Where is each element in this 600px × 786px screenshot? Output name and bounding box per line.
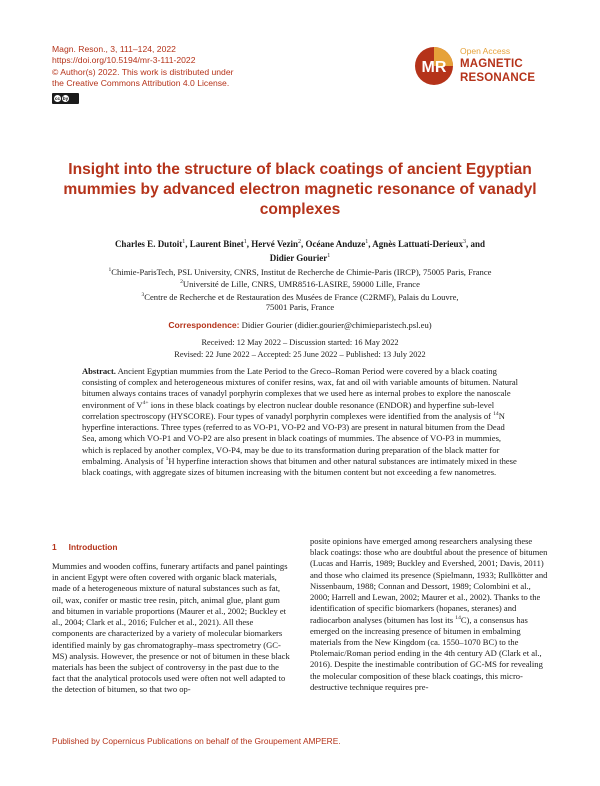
author-affil-sup: 1 <box>243 239 247 245</box>
body-text: posite opinions have emerged among researchers analysing these black coatings: those who are doubtful about the presence of bitumen (Lucas and Harris, 1989; Buckley and Evershed, 2001; Davis, 2011) and those who claimed its presence (Spielmann, 1933; Rullkötter and Nissenbaum, 1988; Connan and Dessort, 1989; Colombini et al., 2000; Harrell and Lewan, 2002; Maurer et al., 2002). Thanks to the identification of specific biomarkers (hopanes, steranes) and radiocarbon analyses (bitumen has lost its <box>310 536 548 625</box>
superscript: 4+ <box>142 399 149 406</box>
affil-number: 2 <box>180 279 183 286</box>
correspondence-label: Correspondence: <box>168 320 240 330</box>
section-number: 1 <box>52 542 57 552</box>
superscript: 14 <box>493 411 499 418</box>
author-list: Charles E. Dutoit$^1$, Laurent Binet$^1$, Hervé Vezin$^2$, Océane Anduze$^1$, Agnès Lattuati-Derieux$^3$, and Didier Gourier$^1$ <box>114 239 486 263</box>
affiliation <box>70 265 530 277</box>
journal-citation: Magn. Reson., 3, 111–124, 2022 <box>52 44 176 54</box>
magnetic-resonance-logo-icon <box>414 46 454 86</box>
author: Charles E. Dutoit <box>114 239 183 249</box>
author: Hervé Vezin <box>251 239 299 249</box>
dates-line-2: Revised: 22 June 2022 – Accepted: 25 June 2022 – Published: 13 July 2022 <box>174 349 426 359</box>
by-icon: by <box>62 96 69 101</box>
abstract-label: Abstract. <box>82 366 116 376</box>
superscript: 14 <box>455 614 461 621</box>
journal-logo <box>414 44 554 92</box>
logo-text-resonance: RESONANCE <box>460 72 536 84</box>
abstract-text: N hyperfine interactions. Three types (referred to as VO-P1, VO-P2 and VO-P3) are present in natural bitumen from the Dead Sea, among which VO-P1 and VO-P2 are also present in black coatings of mummies. The absence of VO-P3 in mummies, which is replaced by another complex, VO-P4, may be due to its transformation during preparation of the black matter for embalming. Analysis of <box>82 410 505 466</box>
publisher-footer: Published by Copernicus Publications on behalf of the Groupement AMPERE. <box>52 736 341 746</box>
affil-number: 3 <box>141 291 145 298</box>
cc-icon: cc <box>54 96 60 101</box>
open-access-label: Open Access <box>460 46 511 56</box>
journal-header <box>52 44 233 89</box>
correspondence <box>60 320 540 330</box>
copyright-line-2: the Creative Commons Attribution 4.0 License. <box>52 77 230 88</box>
cc-by-license-badge[interactable] <box>52 93 79 104</box>
affil-text: 75001 Paris, France <box>265 302 335 313</box>
body-text: Mummies and wooden coffins, funerary artifacts and panel paintings in ancient Egypt were often covered with organic black materials, made of a heterogeneous mixture of natural substances such as fat, oil, wax, conifer or mastic tree resin, pitch, animal glue, plant gum and bitumen in variable proportions (Maurer et al., 2002; Buckley et al., 2004; Clark et al., 2016; Fulcher et al., 2021). All these components are characterized by a variety of molecular biomarkers identified mainly by gas chromatography–mass spectrometry (GC-MS) analysis. However, the presence or not of bitumen in these black materials has been the subject of controversy in the past due to the fact that the analytical protocols used were often not well adapted to the detection of bitumen, so that two op- <box>52 561 290 695</box>
section-heading <box>52 542 118 552</box>
body-text: C), a consensus has emerged on the increasing presence of bitumen in embalming materials from the New Kingdom (ca. 1550–1070 BC) to the Ptolemaic/Roman period ending in the 4th century AD (Clark et al., 2016). Despite the inestimable contribution of GC-MS for revealing the molecular composition of these black coatings, this micro-destructive technique requires pre- <box>310 614 543 692</box>
publication-dates <box>60 337 540 360</box>
abstract-text: H hyperfine interaction shows that bitumen and other natural substances are intimately mixed in these black coatings, with aggregate sizes of bitumen increasing with the bitumen content but not exceeding a few nanometres. <box>82 455 517 477</box>
author-affil-sup: 3 <box>463 239 467 245</box>
affil-text: Chimie-ParisTech, PSL University, CNRS, Institut de Recherche de Chimie-Paris (IRCP), 75005 Paris, France <box>111 266 492 277</box>
superscript: 1 <box>165 455 169 462</box>
author-affil-sup: 1 <box>327 253 331 259</box>
body-column-right <box>310 536 550 693</box>
article-title: Insight into the structure of black coatings of ancient Egyptian mummies by advanced electron magnetic resonance of vanadyl complexes <box>63 161 537 218</box>
author: Agnès Lattuati-Derieux <box>372 239 464 249</box>
logo-text-magnetic: MAGNETIC <box>460 58 523 70</box>
affil-text: Centre de Recherche et de Restauration des Musées de France (C2RMF), Palais du Louvre, <box>144 291 459 302</box>
copyright-line-1: © Author(s) 2022. This work is distributed under <box>52 66 234 77</box>
affiliation <box>70 290 530 313</box>
svg-text:MR: MR <box>421 59 447 76</box>
affiliation <box>70 277 530 289</box>
affil-text: Université de Lille, CNRS, UMR8516-LASIRE, 59000 Lille, France <box>182 279 420 290</box>
section-title: Introduction <box>68 542 118 552</box>
author: Laurent Binet <box>189 239 244 249</box>
author: Océane Anduze <box>305 239 366 249</box>
affil-number: 1 <box>108 267 112 273</box>
author-affil-sup: 1 <box>365 239 369 245</box>
abstract <box>82 366 520 478</box>
author: Didier Gourier <box>269 253 328 263</box>
author-affil-sup: 2 <box>298 239 302 245</box>
doi-link[interactable]: https://doi.org/10.5194/mr-3-111-2022 <box>52 55 196 66</box>
author-affil-sup: 1 <box>182 239 186 245</box>
abstract-text: Ancient Egyptian mummies from the Late Period to the Greco–Roman Period were covered by a black coating consisting of complex and heterogeneous mixtures of conifer resins, wax, fat and oil with variable amounts of bitumen. Natural bitumen always contains traces of vanadyl porphyrin complexes that we used here as internal probes to explore the nanoscale environment of V <box>82 366 519 410</box>
affiliations <box>70 265 530 313</box>
dates-line-1: Received: 12 May 2022 – Discussion started: 16 May 2022 <box>201 338 399 347</box>
abstract-text: ions in these black coatings by electron nuclear double resonance (ENDOR) and hyperfine sub-level correlation spectroscopy (HYSCORE). Four types of vanadyl porphyrin complexes were identified from the analysis of <box>82 399 495 421</box>
correspondence-email[interactable]: Didier Gourier (didier.gourier@chimieparistech.psl.eu) <box>241 320 432 330</box>
body-column-left <box>52 561 292 696</box>
